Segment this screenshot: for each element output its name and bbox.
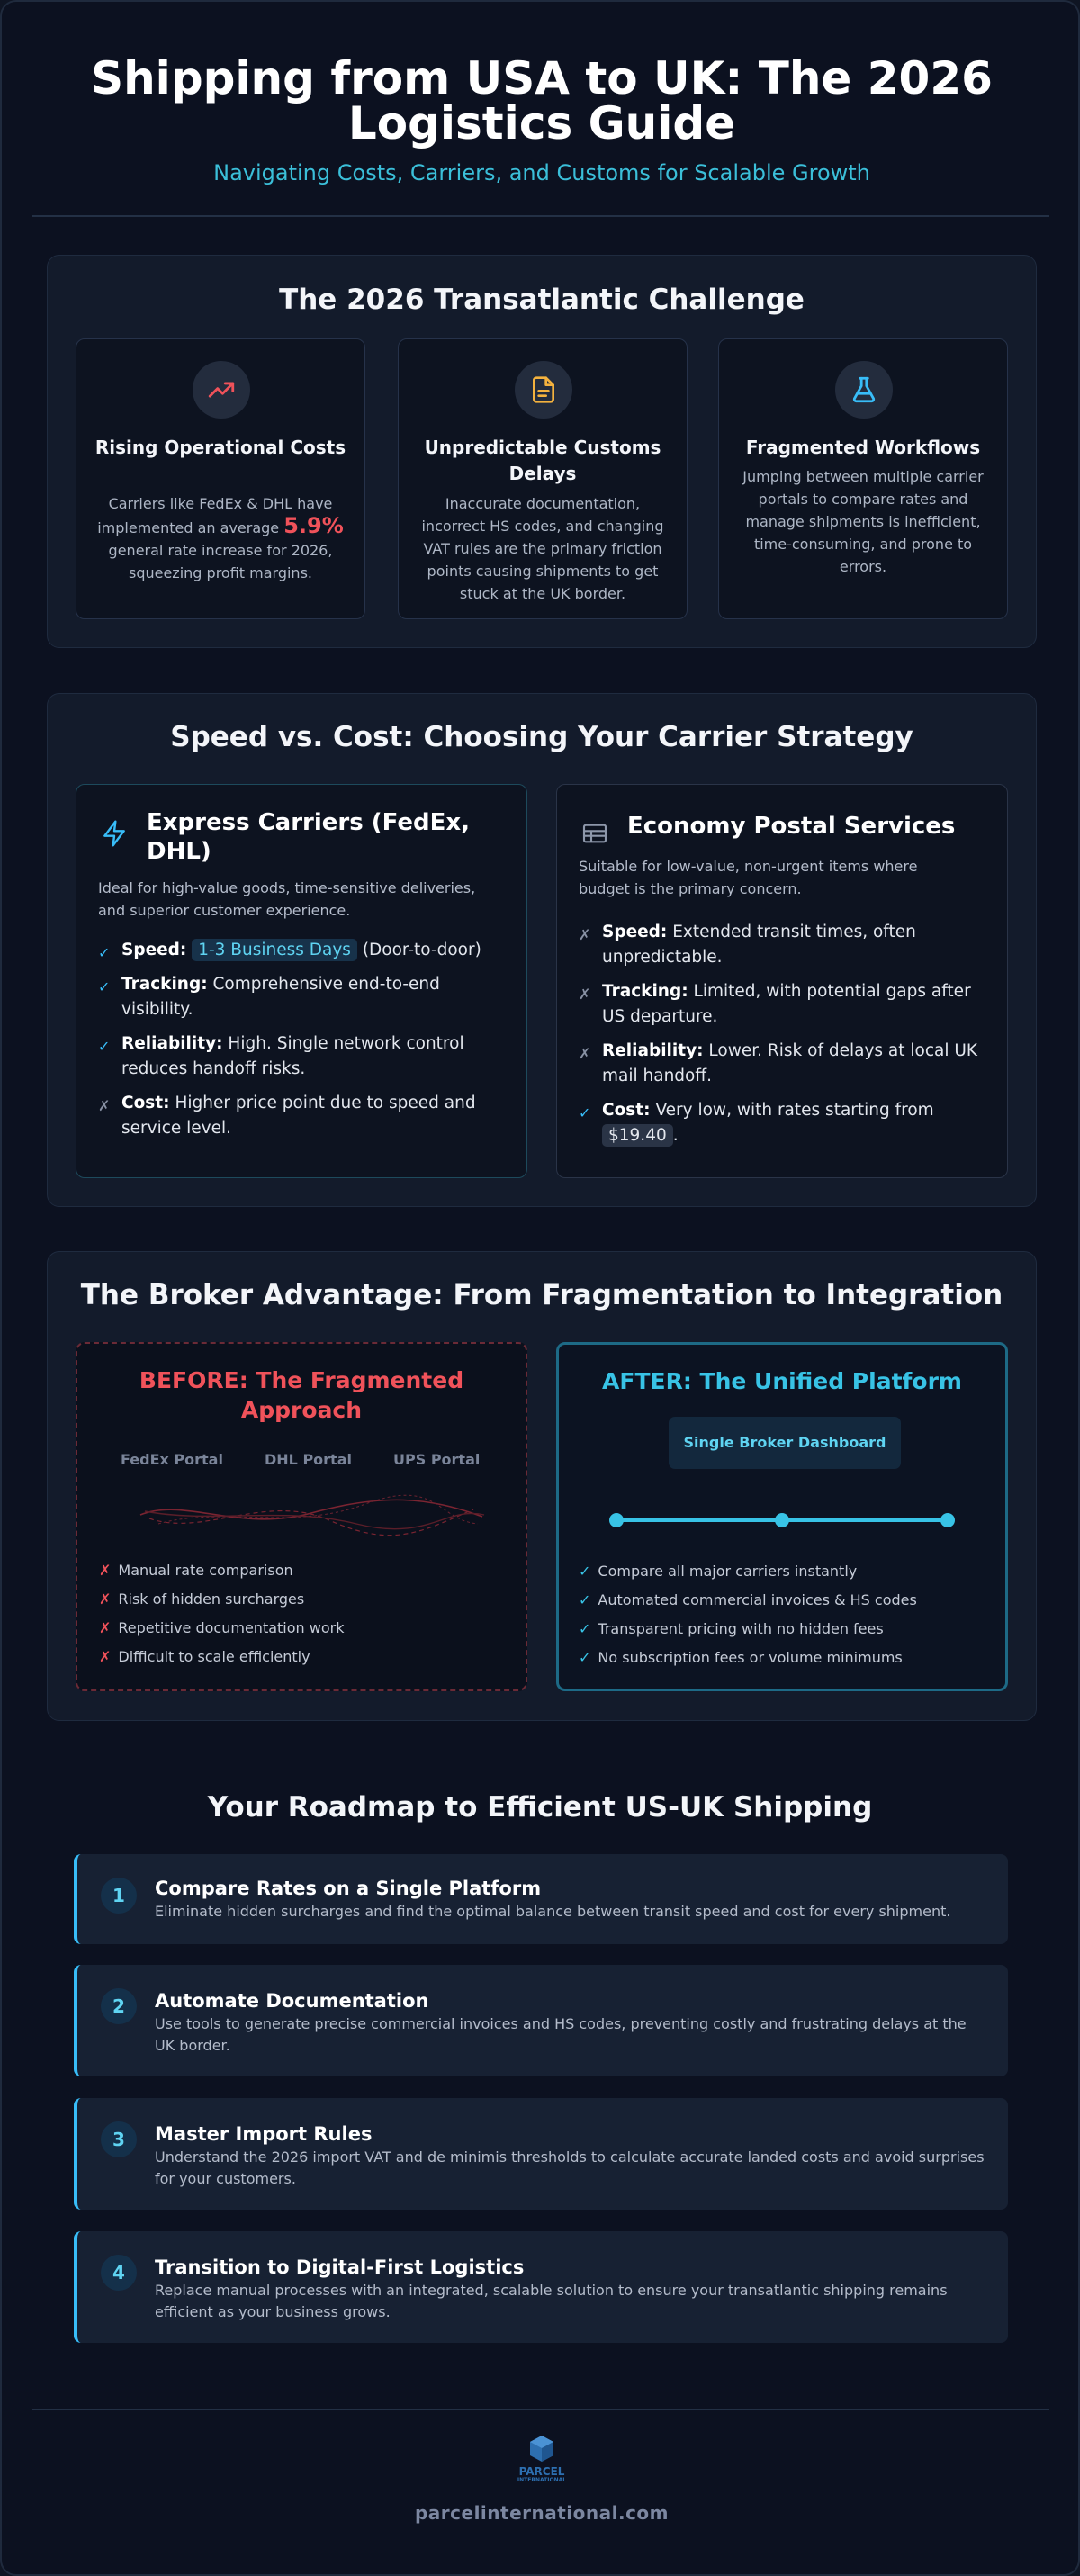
item-text: Risk of hidden surcharges: [118, 1590, 305, 1608]
feature-label: Cost:: [122, 1094, 170, 1112]
check-icon: ✓: [579, 1563, 591, 1580]
step-title: Automate Documentation: [155, 1990, 429, 2012]
economy-features: [579, 920, 980, 1148]
item-text: No subscription fees or volume minimums: [598, 1649, 903, 1666]
challenge-card-customs: [398, 338, 688, 619]
feature-text: Comprehensive end-to-end visibility.: [122, 975, 440, 1019]
step-title: Master Import Rules: [155, 2123, 373, 2145]
before-item: [99, 1614, 344, 1643]
tangled-lines-graphic: [131, 1488, 491, 1542]
feature-tracking: [579, 979, 980, 1030]
feature-cost: [98, 1091, 500, 1141]
dhl-portal-label: DHL Portal: [265, 1451, 352, 1468]
lightning-icon: [100, 819, 129, 848]
step-title: Transition to Digital-First Logistics: [155, 2256, 525, 2278]
before-item: [99, 1585, 344, 1614]
parcel-logo-icon: [528, 2435, 555, 2467]
after-item: [579, 1615, 917, 1644]
roadmap-title: Your Roadmap to Efficient US-UK Shipping: [207, 1791, 873, 1824]
before-title: [77, 1365, 526, 1425]
server-icon: [580, 819, 609, 848]
express-features: [98, 938, 500, 1141]
feature-text: Very low, with rates starting from: [655, 1101, 934, 1120]
step-number: 3: [101, 2121, 137, 2157]
economy-carrier-card: [556, 784, 1008, 1178]
before-item: [99, 1643, 344, 1671]
item-text: Automated commercial invoices & HS codes: [598, 1591, 917, 1608]
item-text: Difficult to scale efficiently: [118, 1648, 310, 1665]
step-desc: Replace manual processes with an integrated, scalable solution to ensure your transatlantic shipping remains efficient as your business grows.: [155, 2282, 948, 2320]
feature-text: Higher price point due to speed and service level.: [122, 1094, 476, 1138]
feature-text: High. Single network control reduces handoff risks.: [122, 1034, 464, 1078]
feature-speed: [579, 920, 980, 970]
feature-label: Tracking:: [122, 975, 208, 994]
feature-cost: [579, 1098, 980, 1148]
feature-label: Reliability:: [602, 1041, 704, 1060]
step-desc: Use tools to generate precise commercial invoices and HS codes, preventing costly and frustrating delays at the UK border.: [155, 2015, 967, 2054]
header-divider: [32, 215, 1049, 217]
x-icon: ✗: [99, 1619, 112, 1636]
card-title: Fragmented Workflows: [745, 437, 981, 458]
item-text: Manual rate comparison: [118, 1562, 293, 1579]
document-icon: [515, 361, 572, 419]
after-item: [579, 1644, 917, 1672]
broker-section: [47, 1251, 1037, 1721]
after-item: [579, 1557, 917, 1586]
feature-text-end: .: [672, 1126, 679, 1145]
page-subtitle: Navigating Costs, Carriers, and Customs for Scalable Growth: [213, 160, 870, 185]
page-title: [2, 52, 1080, 149]
before-title-line-2: Approach: [240, 1397, 363, 1423]
feature-text: (Door-to-door): [362, 941, 482, 959]
roadmap-step-1: [74, 1854, 1008, 1944]
check-icon: ✓: [579, 1620, 591, 1637]
before-title-line-1: BEFORE: The Fragmented: [139, 1367, 464, 1393]
footer-divider: [32, 2409, 1049, 2410]
cross-icon: ✗: [579, 1045, 591, 1062]
feature-label: Cost:: [602, 1101, 651, 1120]
feature-label: Speed:: [122, 941, 187, 959]
single-broker-dashboard-button[interactable]: Single Broker Dashboard: [669, 1417, 901, 1469]
after-item: [579, 1586, 917, 1615]
ups-portal-label: UPS Portal: [393, 1451, 481, 1468]
challenge-card-workflows: [718, 338, 1008, 619]
check-icon: ✓: [98, 944, 111, 961]
card-body: Inaccurate documentation, incorrect HS codes, and changing VAT rules are the primary friction points causing shipments to get stuck at the UK border.: [421, 495, 664, 602]
feature-reliability: [579, 1039, 980, 1089]
express-title: Express Carriers (FedEx, DHL): [147, 809, 471, 865]
feature-speed: [98, 938, 500, 963]
roadmap-step-2: [74, 1965, 1008, 2076]
step-desc: Eliminate hidden surcharges and find the optimal balance between transit speed and cost for every shipment.: [155, 1903, 951, 1920]
item-text: Repetitive documentation work: [118, 1619, 345, 1636]
card-title: Rising Operational Costs: [94, 437, 346, 458]
roadmap-step-3: [74, 2098, 1008, 2210]
speed-badge: 1-3 Business Days: [192, 939, 357, 961]
feature-label: Reliability:: [122, 1034, 223, 1053]
feature-label: Speed:: [602, 923, 668, 941]
feature-text: Limited, with potential gaps after US departure.: [602, 982, 971, 1026]
step-number: 2: [101, 1988, 137, 2024]
before-list: [99, 1556, 344, 1671]
express-desc: Ideal for high-value goods, time-sensitive deliveries, and superior customer experience.: [98, 879, 476, 919]
logo-wordmark-sub: INTERNATIONAL: [517, 2477, 567, 2483]
feature-reliability: [98, 1031, 500, 1082]
trending-up-icon: [193, 361, 250, 419]
rate-increase-value: 5.9%: [284, 513, 344, 538]
card-body: Jumping between multiple carrier portals to compare rates and manage shipments is inefficient, time-consuming, and prone to errors.: [742, 468, 984, 575]
step-number: 4: [101, 2255, 137, 2291]
item-text: Transparent pricing with no hidden fees: [598, 1620, 884, 1637]
item-text: Compare all major carriers instantly: [598, 1563, 858, 1580]
feature-label: Tracking:: [602, 982, 688, 1001]
page-header: [2, 52, 1080, 185]
challenge-section: [47, 255, 1037, 648]
after-title: AFTER: The Unified Platform: [602, 1368, 962, 1394]
after-panel: [556, 1342, 1008, 1691]
price-badge: $19.40: [602, 1124, 673, 1147]
challenge-title: The 2026 Transatlantic Challenge: [279, 284, 805, 316]
fedex-portal-label: FedEx Portal: [121, 1451, 223, 1468]
unified-line-graphic: [608, 1509, 957, 1531]
express-carrier-card: [76, 784, 527, 1178]
card-body-text-end: general rate increase for 2026, squeezing profit margins.: [108, 542, 333, 581]
card-body: [96, 492, 345, 584]
check-icon: ✓: [98, 978, 111, 995]
x-icon: ✗: [99, 1562, 112, 1579]
challenge-card-costs: [76, 338, 365, 619]
roadmap-step-4: [74, 2231, 1008, 2343]
title-line-2: Logistics Guide: [347, 97, 736, 149]
economy-title: Economy Postal Services: [627, 813, 956, 840]
feature-text: Lower. Risk of delays at local UK mail handoff.: [602, 1041, 978, 1085]
after-list: [579, 1557, 917, 1672]
footer-website-link[interactable]: parcelinternational.com: [414, 2502, 670, 2524]
feature-text: Extended transit times, often unpredictable.: [602, 923, 916, 967]
logo-wordmark: PARCEL: [518, 2465, 565, 2478]
check-icon: ✓: [579, 1104, 591, 1121]
step-number: 1: [101, 1878, 137, 1914]
cross-icon: ✗: [579, 926, 591, 943]
before-item: [99, 1556, 344, 1585]
flask-icon: [835, 361, 893, 419]
cross-icon: ✗: [579, 986, 591, 1003]
step-title: Compare Rates on a Single Platform: [155, 1878, 542, 1899]
card-body-text: Carriers like FedEx & DHL have implemented an average: [97, 495, 333, 536]
strategy-title: Speed vs. Cost: Choosing Your Carrier Strategy: [170, 721, 914, 753]
step-desc: Understand the 2026 import VAT and de minimis thresholds to calculate accurate landed costs and avoid surprises for your customers.: [155, 2148, 985, 2187]
cross-icon: ✗: [98, 1097, 111, 1114]
x-icon: ✗: [99, 1590, 112, 1608]
check-icon: ✓: [579, 1649, 591, 1666]
title-line-1: Shipping from USA to UK: The 2026: [91, 52, 993, 104]
economy-desc: Suitable for low-value, non-urgent items where budget is the primary concern.: [579, 858, 918, 897]
before-panel: [76, 1342, 527, 1691]
feature-tracking: [98, 972, 500, 1022]
x-icon: ✗: [99, 1648, 112, 1665]
strategy-section: [47, 693, 1037, 1207]
card-title: Unpredictable Customs Delays: [424, 437, 662, 484]
check-icon: ✓: [579, 1591, 591, 1608]
check-icon: ✓: [98, 1038, 111, 1055]
broker-title: The Broker Advantage: From Fragmentation to Integration: [80, 1279, 1004, 1311]
